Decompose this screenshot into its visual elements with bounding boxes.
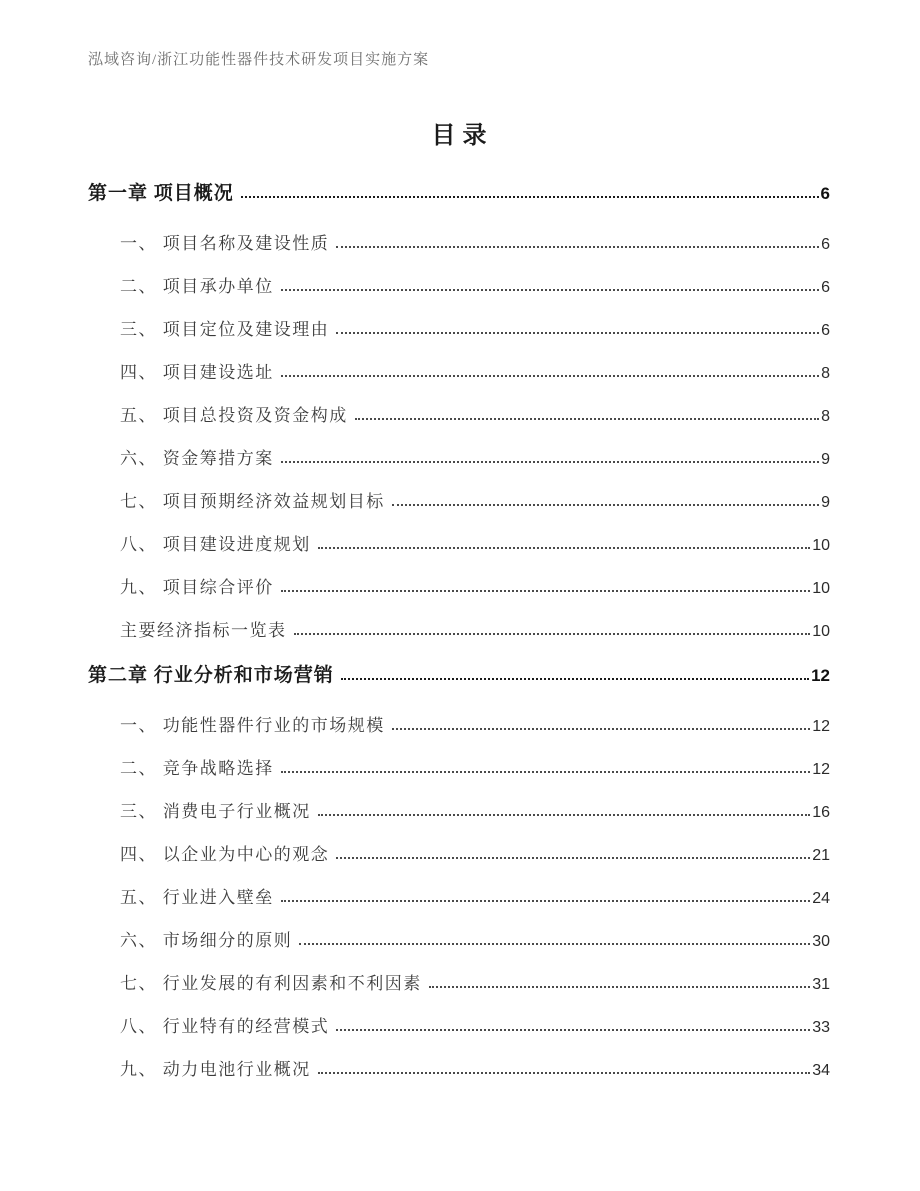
dot-leader [355,418,819,420]
toc-entry-chapter[interactable] [88,180,830,208]
dot-leader [392,728,810,730]
toc-entry-page: 24 [812,890,830,907]
toc-entry-label: 三、 消费电子行业概况 [120,802,311,821]
toc-entry-label: 一、 项目名称及建设性质 [120,234,330,253]
toc-entry-label: 八、 行业特有的经营模式 [120,1017,330,1036]
toc-entry[interactable] [88,533,830,558]
toc-entry-page: 10 [812,623,830,640]
toc-entry-label: 主要经济指标一览表 [120,621,287,640]
toc-entry[interactable] [88,972,830,997]
toc-entry-page: 9 [821,494,830,511]
toc-entry-label: 六、 市场细分的原则 [120,931,293,950]
toc-entry-label: 一、 功能性器件行业的市场规模 [120,716,385,735]
toc-entry-label: 三、 项目定位及建设理由 [120,320,330,339]
toc-entry-page: 10 [812,580,830,597]
toc-entry[interactable] [88,1058,830,1083]
toc-entry-page: 10 [812,537,830,554]
toc-entry[interactable] [88,490,830,515]
table-of-contents [88,180,830,1083]
toc-entry-page: 34 [812,1062,830,1079]
toc-entry[interactable] [88,886,830,911]
toc-entry-page: 6 [821,279,830,296]
toc-entry-page: 6 [821,236,830,253]
dot-leader [281,461,819,463]
toc-entry[interactable] [88,275,830,300]
toc-entry-page: 8 [821,365,830,382]
toc-entry-label: 八、 项目建设进度规划 [120,535,311,554]
dot-leader [281,375,819,377]
toc-entry[interactable] [88,714,830,739]
toc-entry-page: 6 [820,184,830,203]
toc-entry-page: 16 [812,804,830,821]
toc-entry-label: 七、 行业发展的有利因素和不利因素 [120,974,422,993]
toc-entry-page: 6 [821,322,830,339]
toc-entry[interactable] [88,576,830,601]
toc-entry-label: 第二章 行业分析和市场营销 [88,665,334,686]
toc-entry[interactable] [88,232,830,257]
toc-entry[interactable] [88,447,830,472]
toc-entry[interactable] [88,929,830,954]
toc-entry-chapter[interactable] [88,662,830,690]
dot-leader [318,814,810,816]
toc-entry-page: 8 [821,408,830,425]
toc-entry[interactable] [88,361,830,386]
toc-entry-label: 五、 行业进入壁垒 [120,888,274,907]
dot-leader [429,986,810,988]
dot-leader [336,857,810,859]
dot-leader [281,590,810,592]
dot-leader [336,1029,810,1031]
toc-entry-page: 12 [812,718,830,735]
toc-entry-page: 9 [821,451,830,468]
toc-entry-label: 九、 动力电池行业概况 [120,1060,311,1079]
toc-entry-label: 五、 项目总投资及资金构成 [120,406,348,425]
toc-entry[interactable] [88,1015,830,1040]
document-title: 目录 [431,123,494,149]
toc-entry-label: 二、 项目承办单位 [120,277,274,296]
toc-entry-label: 七、 项目预期经济效益规划目标 [120,492,385,511]
toc-entry-label: 六、 资金筹措方案 [120,449,274,468]
dot-leader [392,504,819,506]
toc-entry-page: 30 [812,933,830,950]
toc-entry-page: 33 [812,1019,830,1036]
dot-leader [241,196,819,198]
dot-leader [281,771,810,773]
dot-leader [294,633,811,635]
dot-leader [281,289,819,291]
toc-entry[interactable] [88,843,830,868]
toc-entry[interactable] [88,404,830,429]
toc-entry-label: 四、 以企业为中心的观念 [120,845,330,864]
toc-entry-page: 12 [811,666,830,685]
toc-entry-page: 31 [812,976,830,993]
dot-leader [336,246,819,248]
dot-leader [341,678,809,680]
toc-entry[interactable] [88,757,830,782]
toc-entry[interactable] [88,619,830,644]
dot-leader [318,1072,810,1074]
toc-entry-label: 二、 竞争战略选择 [120,759,274,778]
document-header: 泓域咨询/浙江功能性器件技术研发项目实施方案 [88,52,430,68]
dot-leader [336,332,819,334]
dot-leader [281,900,810,902]
toc-entry-label: 第一章 项目概况 [88,183,234,204]
dot-leader [318,547,810,549]
toc-entry[interactable] [88,318,830,343]
toc-entry-page: 12 [812,761,830,778]
dot-leader [299,943,810,945]
toc-entry-page: 21 [812,847,830,864]
toc-entry-label: 四、 项目建设选址 [120,363,274,382]
toc-entry[interactable] [88,800,830,825]
toc-entry-label: 九、 项目综合评价 [120,578,274,597]
